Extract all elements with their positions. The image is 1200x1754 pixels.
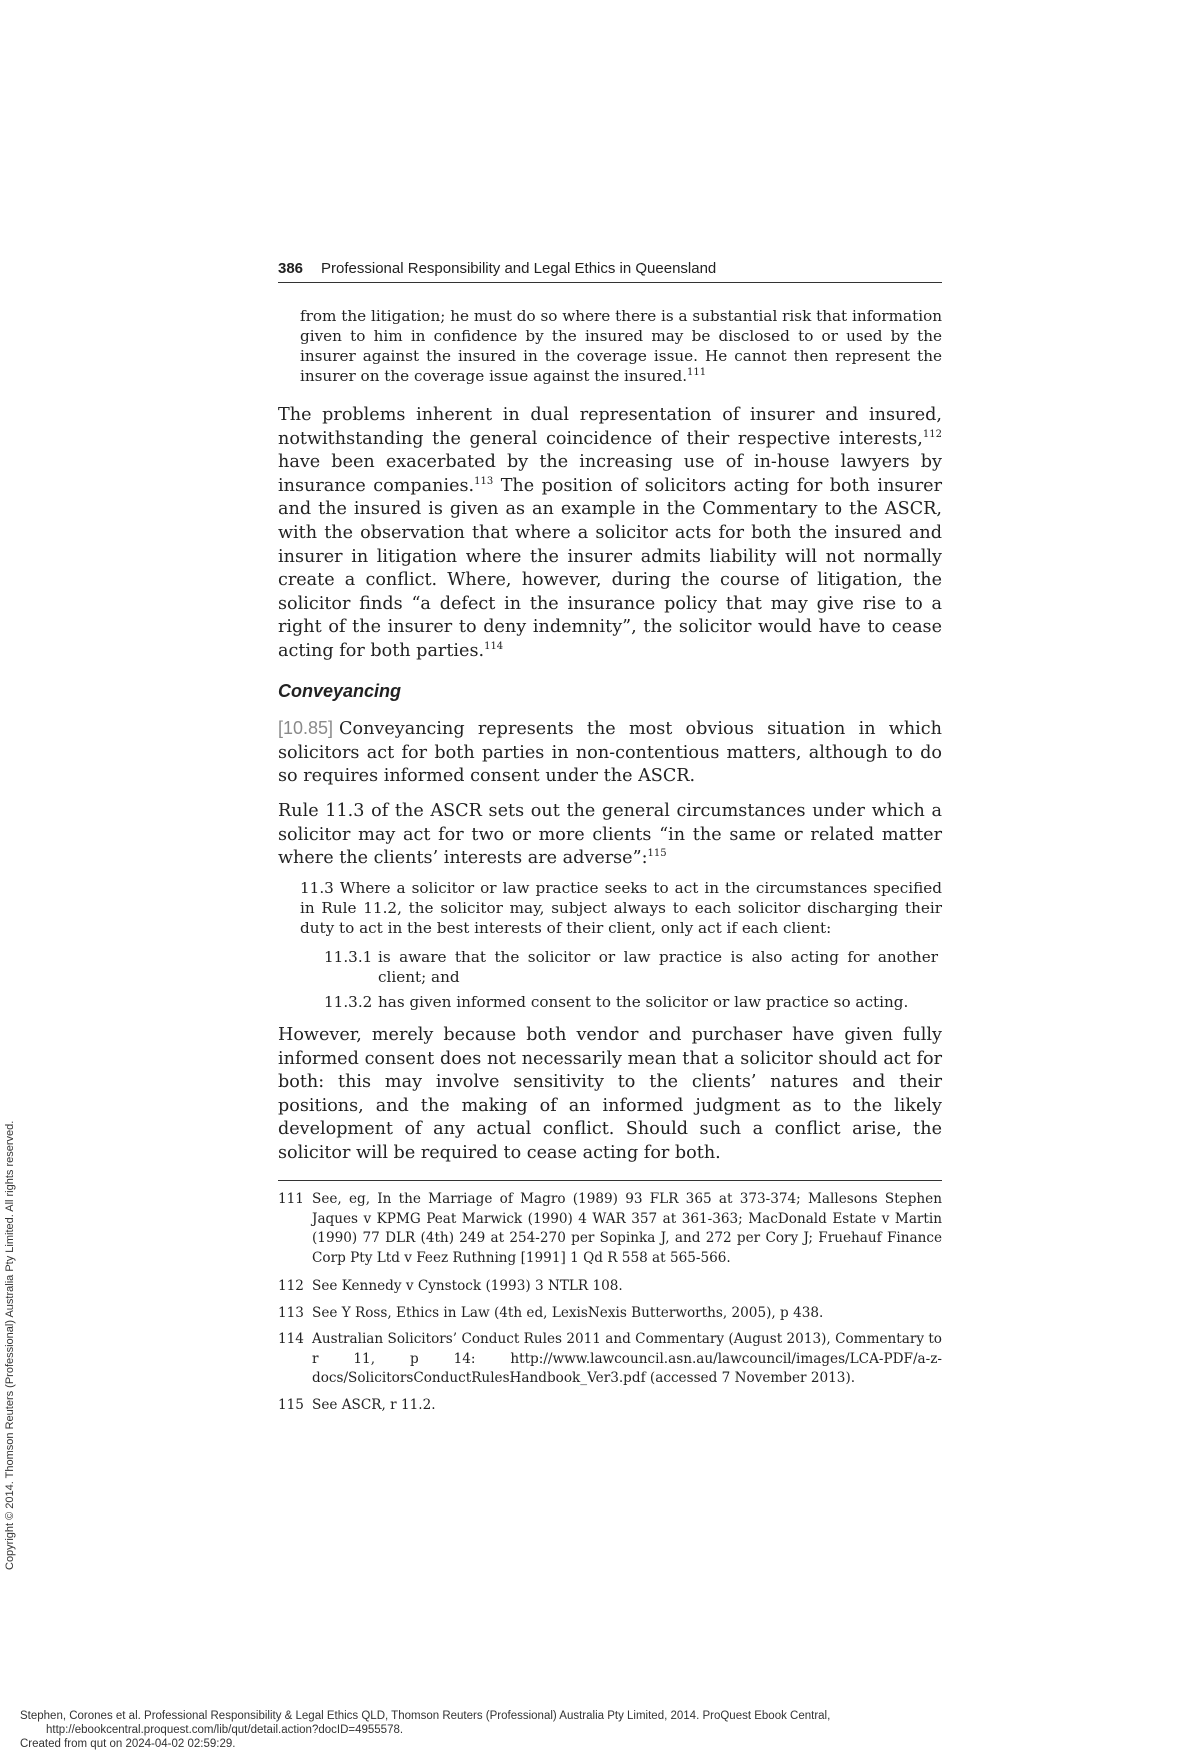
footnote bbox=[278, 1190, 942, 1270]
paragraph-informed-consent: However, merely because both vendor and purchaser have given fully informed consent does not necessarily mean that a solicitor should act for both: this may involve sensitivity to the clients’ natures and their positions, and the making of an informed judgment as to the likely development of any actual conflict. Should such a conflict arise, the solicitor will be required to cease acting for both. bbox=[278, 1025, 942, 1163]
rule-item-text: is aware that the solicitor or law practice is also acting for another client; and bbox=[378, 948, 938, 986]
footnote bbox=[278, 1330, 942, 1390]
footnote bbox=[278, 1396, 942, 1416]
footnote-ref[interactable]: 113 bbox=[474, 475, 494, 487]
footnote-text: See Y Ross, Ethics in Law (4th ed, LexisNexis Butterworths, 2005), p 438. bbox=[312, 1305, 824, 1321]
footnote bbox=[278, 1304, 942, 1324]
copyright-notice: Copyright © 2014. Thomson Reuters (Professional) Australia Pty Limited. All rights reserved. bbox=[4, 1120, 16, 1570]
footnote-text: See, eg, In the Marriage of Magro (1989) 93 FLR 365 at 373-374; Mallesons Stephen Jaques v KPMG Peat Marwick (1990) 4 WAR 357 at 361-363; MacDonald Estate v Martin (1990) 77 DLR (4th) 249 at 254-270 per Sopinka J, and 272 per Cory J; Fruehauf Finance Corp Pty Ltd v Feez Ruthning [1991] 1 Qd R 558 at 565-566. bbox=[312, 1191, 942, 1266]
footnote-number: 114 bbox=[278, 1331, 304, 1347]
footnote-text: See Kennedy v Cynstock (1993) 3 NTLR 108. bbox=[312, 1278, 623, 1294]
rule-item-number: 11.3.2 bbox=[324, 993, 373, 1011]
page-number: 386 bbox=[278, 260, 304, 277]
footnote-text: Australian Solicitors’ Conduct Rules 2011 and Commentary (August 2013), Commentary to r 11, p 14: http://www.lawcouncil.asn.au/lawcouncil/images/LCA-PDF/a-z-docs/SolicitorsConductRulesHandbook_Ver3.pdf (accessed 7 November 2013). bbox=[312, 1331, 942, 1386]
footnote-ref[interactable]: 115 bbox=[647, 848, 667, 860]
created-timestamp: Created from qut on 2024-04-02 02:59:29. bbox=[20, 1738, 236, 1750]
paragraph-dual-representation: The problems inherent in dual representation of insurer and insured, notwithstanding the general coincidence of their respective interests,$^{112}$ have been exacerbated by the increasing use of in-house lawyers by insurance companies.$^{113}$ The position of solicitors acting for both insurer and the insured is given as an example in the Commentary to the ASCR, with the observation that where a solicitor acts for both the insured and insurer in litigation where the insurer admits liability will not normally create a conflict. Where, however, during the course of litigation, the solicitor finds “a defect in the insurance policy that may give rise to a right of the insurer to deny indemnity”, the solicitor would have to cease acting for both parties.$^{114}$ bbox=[278, 405, 942, 661]
footnote-text: See ASCR, r 11.2. bbox=[312, 1397, 436, 1413]
footnote-number: 112 bbox=[278, 1278, 304, 1294]
footnote-number: 113 bbox=[278, 1305, 304, 1321]
footnote-ref[interactable]: 111 bbox=[687, 366, 707, 378]
citation-line: Stephen, Corones et al. Professional Responsibility & Legal Ethics QLD, Thomson Reuters (Professional) Australia Pty Limited, 2014. ProQuest Ebook Central, bbox=[20, 1710, 831, 1722]
rule-item bbox=[324, 992, 942, 1012]
rule-item-number: 11.3.1 bbox=[324, 948, 373, 966]
footnote bbox=[278, 1277, 942, 1297]
rule-item bbox=[324, 947, 942, 987]
section-heading: Conveyancing bbox=[278, 681, 402, 701]
running-header bbox=[278, 260, 942, 283]
footnote-ref[interactable]: 112 bbox=[922, 428, 942, 440]
rule-intro: 11.3 Where a solicitor or law practice seeks to act in the circumstances specified in Rule 11.2, the solicitor may, subject always to each solicitor discharging their duty to act in the best interests of their client, only act if each client: bbox=[300, 879, 942, 937]
footnote-number: 111 bbox=[278, 1191, 304, 1207]
rule-item-text: has given informed consent to the solicitor or law practice so acting. bbox=[378, 993, 909, 1011]
paragraph-rule-11-3: Rule 11.3 of the ASCR sets out the general circumstances under which a solicitor may act for two or more clients “in the same or related matter where the clients’ interests are adverse”:$^{115}$ bbox=[278, 801, 942, 869]
footnote-ref[interactable]: 114 bbox=[484, 641, 504, 653]
citation-url[interactable]: http://ebookcentral.proquest.com/lib/qut/detail.action?docID=4955578. bbox=[46, 1724, 404, 1736]
paragraph-number: [10.85] bbox=[278, 718, 334, 738]
footnote-number: 115 bbox=[278, 1397, 304, 1413]
paragraph-10-85: [10.85] Conveyancing represents the most obvious situation in which solicitors act for both parties in non-contentious matters, although to do so requires informed consent under the ASCR. bbox=[278, 718, 942, 787]
footnote-separator bbox=[278, 1180, 942, 1181]
running-title: Professional Responsibility and Legal Ethics in Queensland bbox=[321, 260, 717, 277]
block-quote-top: from the litigation; he must do so where there is a substantial risk that information given to him in confidence by the insured may be disclosed to or used by the insurer against the insured in the coverage issue. He cannot then represent the insurer on the coverage issue against the insured.$^{111}$ bbox=[300, 307, 942, 385]
